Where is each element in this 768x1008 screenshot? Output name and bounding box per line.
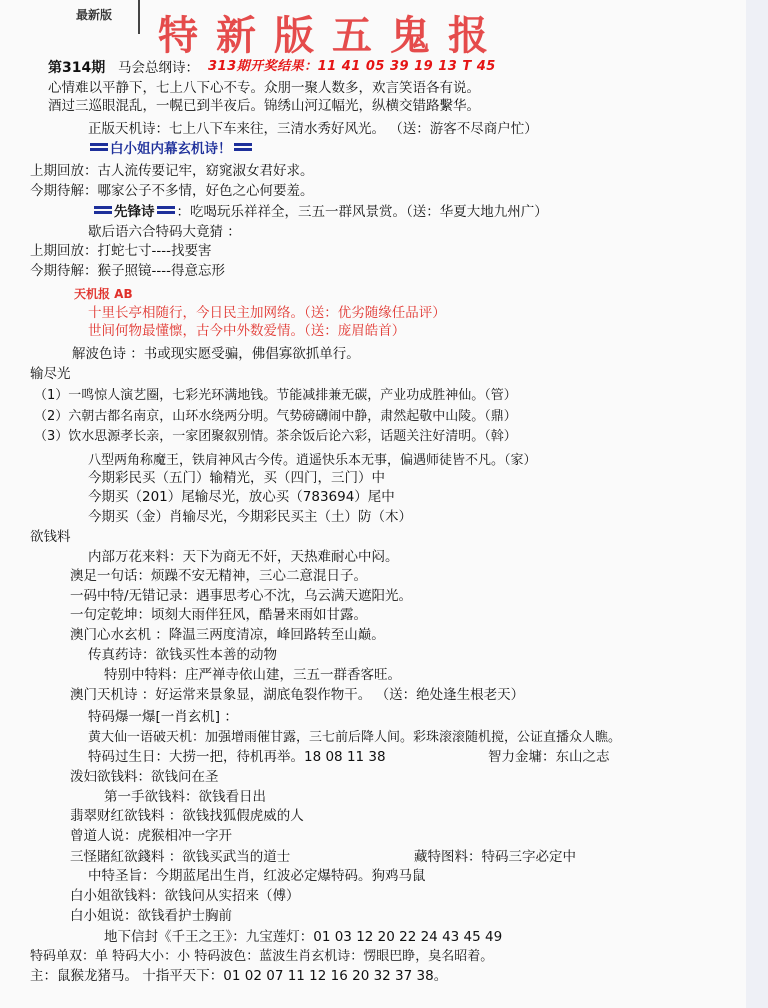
xiehouyu-heading: 歇后语六合特码大竟猜 ： bbox=[88, 224, 241, 240]
double-bar-icon bbox=[234, 148, 252, 151]
shujin-item-4: 八型两角称魔王，铁肩神风古今传。逍遥快乐本无事，偏遇师徒皆不凡。（家） bbox=[88, 453, 537, 468]
zengdaoren: 曾道人说：虎猴相冲一字开 bbox=[70, 828, 232, 844]
baixiaojie-shuo: 白小姐说：欲钱看护士胸前 bbox=[70, 908, 232, 924]
right-margin-stripe bbox=[746, 0, 768, 1008]
cangte-tuliao: 藏特图料：特码三字必定中 bbox=[414, 849, 576, 865]
bai-xiaojie-heading-text: 白小姐内幕玄机诗！ bbox=[110, 141, 232, 157]
sanguai-yuqian: 三怪賭紅欲錢料 ：欲钱买武当的道士 bbox=[70, 849, 291, 865]
aomen-tianji: 澳门天机诗 ：好运常来景象显，湖底龟裂作物干。 （送：绝处逢生根老天） bbox=[70, 687, 525, 703]
neibu-wanhua: 内部万花来料：天下为商无不奸，天热难耐心中闷。 bbox=[88, 549, 399, 565]
last-replay-2: 上期回放：打蛇七寸----找要害 bbox=[30, 243, 212, 259]
shujin-item-2: （2）六朝古都名南京，山环水绕两分明。气势磅礴闹中静，肃然起敬中山陵。（鼎） bbox=[34, 409, 517, 424]
tianji-bao-heading: 天机报 AB bbox=[74, 287, 133, 301]
shujin-item-1: （1）一鸣惊人演艺圈，七彩光环满地钱。节能减排兼无碳，产业功成胜神仙。（管） bbox=[34, 388, 517, 403]
yima-zhongte: 一码中特/无错记录：遇事思考心不沈，乌云满天遮阳光。 bbox=[70, 588, 413, 604]
aozu-yijuhua: 澳足一句话：烦躁不安无精神，三心二意混日子。 bbox=[70, 568, 367, 584]
baixiaojie-yuqian: 白小姐欲钱料：欲钱问从实招来（傅） bbox=[70, 888, 300, 904]
chuanzhen-yaoshi: 传真药诗：欲钱买性本善的动物 bbox=[88, 647, 277, 663]
diyishou-yuqian: 第一手欲钱料：欲钱看日出 bbox=[104, 789, 266, 805]
xianfeng-label: 先锋诗 bbox=[114, 204, 155, 220]
poem-label: 马会总纲诗： bbox=[118, 60, 199, 76]
double-bar-icon bbox=[157, 211, 175, 214]
jiebose-poem: 解波色诗 ：书或现实愿受骗，佛倡寡欲抓单行。 bbox=[72, 346, 360, 362]
page-title: 特新版五鬼报 bbox=[158, 12, 506, 59]
tema-baoyibao: 特码爆一爆[一肖玄机] ： bbox=[88, 709, 238, 725]
header-divider bbox=[138, 0, 140, 34]
pofu-yuqian: 泼妇欲钱料：欲钱问在圣 bbox=[70, 769, 219, 785]
shujin-wei: 今期买（201）尾输尽光，放心买（783694）尾中 bbox=[88, 489, 395, 505]
zhili-jinyong: 智力金墉：东山之志 bbox=[488, 749, 610, 765]
shujin-men: 今期彩民买（五门）输精光，买（四门，三门）中 bbox=[88, 470, 385, 486]
shujin-heading: 输尽光 bbox=[30, 366, 71, 382]
shujin-item-3: （3）饮水思源孝长亲，一家团聚叙别情。茶余饭后论六彩，话题关注好清明。（斡） bbox=[34, 429, 517, 444]
huangdaxian: 黄大仙一语破天机：加强增雨催甘露，三七前后降人间。彩珠滚滚随机搅，公证直播众人瞧。 bbox=[88, 730, 622, 745]
tianji-bao-line-2: 世间何物最懂懔，古今中外数爱情。（送：庞眉皓首） bbox=[88, 323, 406, 339]
current-riddle-1: 今期待解：哪家公子不多情，好色之心何要羞。 bbox=[30, 183, 314, 199]
shujin-xiao: 今期买（金）肖输尽光，今期彩民买主（土）防（木） bbox=[88, 509, 412, 525]
tebie-zhongte: 特别中特料：庄严禅寺依山建，三五一群香客旺。 bbox=[104, 667, 401, 683]
current-riddle-2: 今期待解：猴子照镜----得意忘形 bbox=[30, 263, 225, 279]
double-bar-icon bbox=[94, 211, 112, 214]
edition-label: 最新版 bbox=[76, 8, 113, 22]
tema-summary: 特码单双：单 特码大小：小 特码波色：蓝波生肖玄机诗：愣眼巴睁，臭名昭着。 bbox=[30, 949, 494, 964]
tianji-poem: 正版天机诗：七上八下车来往，三清水秀好风光。 （送：游客不尽商户忙） bbox=[88, 121, 538, 137]
last-replay-1: 上期回放：古人流传要记牢，窈窕淑女君好求。 bbox=[30, 163, 314, 179]
tianji-bao-line-1: 十里长亭相随行，今日民主加网络。（送：优劣随缘任品评） bbox=[88, 305, 446, 321]
issue-number: 第314期 bbox=[48, 60, 106, 76]
aomen-xinshui: 澳门心水玄机 ：降温三两度清凉，峰回路转至山巅。 bbox=[70, 627, 385, 643]
zhu-shizhi: 主：鼠猴龙猪马。 十指平天下：01 02 07 11 12 16 20 32 37 38。 bbox=[30, 968, 448, 984]
poem-line-2: 酒过三巡眼混乱，一幌已到半夜后。锦绣山河辽幅光，纵横交错路繫华。 bbox=[48, 98, 480, 114]
xianfeng-text: ：吃喝玩乐祥祥全，三五一群风景赏。（送：华夏大地九州广） bbox=[176, 204, 548, 220]
double-bar-icon bbox=[90, 148, 108, 151]
feicui-yuqian: 翡翠财红欲钱料 ：欲钱找狐假虎威的人 bbox=[70, 808, 304, 824]
draw-result: 313期开奖结果：11 41 05 39 19 13 T 45 bbox=[208, 59, 496, 74]
xianfeng-poem bbox=[92, 204, 548, 221]
dixia-xinfeng: 地下信封《千王之王》：九宝莲灯：01 03 12 20 22 24 43 45 49 bbox=[104, 929, 503, 945]
zhongte-shengzhi: 中特圣旨：今期蓝尾出生肖，红波必定爆特码。狗鸡马鼠 bbox=[88, 868, 426, 884]
bai-xiaojie-heading bbox=[88, 141, 254, 158]
poem-line-1: 心情难以平静下，七上八下心不专。众朋一聚人数多，欢言笑语各有说。 bbox=[48, 80, 480, 96]
yiju-dingqiankun: 一句定乾坤：顷刻大雨伴狂风，酷暑来雨如甘露。 bbox=[70, 607, 367, 623]
yuqian-heading: 欲钱料 bbox=[30, 529, 71, 545]
tema-shengri: 特码过生日：大捞一把，待机再举。18 08 11 38 bbox=[88, 749, 386, 765]
